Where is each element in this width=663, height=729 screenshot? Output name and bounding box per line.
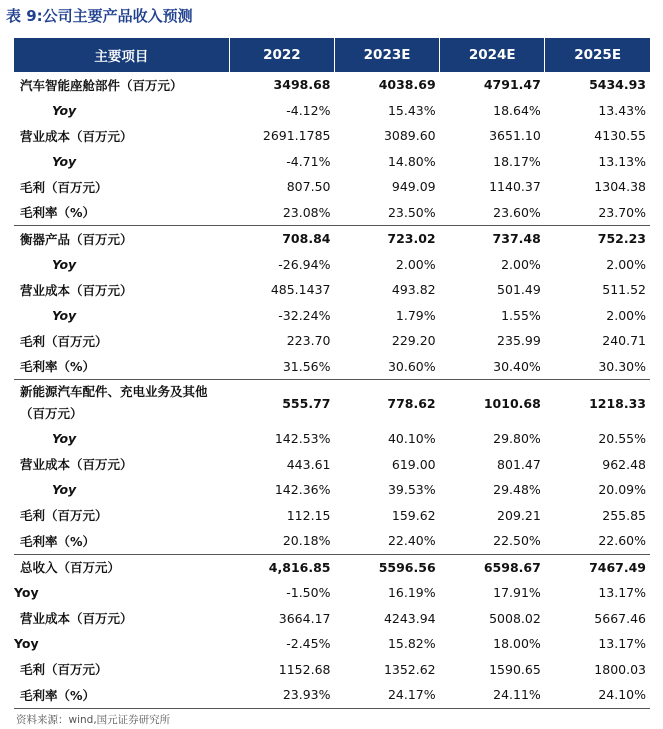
row-label: Yoy — [52, 482, 77, 498]
table-row — [14, 452, 650, 478]
row-label: Yoy — [52, 153, 77, 169]
cell-value: 20.09% — [598, 482, 646, 498]
cell-value: 5008.02 — [489, 610, 541, 626]
cell-value: 3498.68 — [273, 77, 331, 93]
table-row — [14, 682, 650, 708]
row-label: 衡器产品（百万元） — [14, 226, 229, 252]
cell-value: 752.23 — [545, 226, 650, 252]
row-label: 毛利（百万元） — [20, 662, 108, 678]
cell-value: 2.00% — [501, 256, 541, 272]
cell-value: 223.70 — [286, 333, 331, 349]
cell-value: 18.64% — [493, 102, 541, 118]
cell-value: 485.1437 — [270, 282, 331, 298]
cell-value: 13.17% — [598, 585, 646, 601]
cell-value: -4.71% — [286, 153, 331, 169]
table-row — [14, 98, 650, 124]
cell-value: 23.60% — [493, 204, 541, 220]
cell-value: 159.62 — [391, 507, 436, 523]
cell-value: 22.40% — [387, 533, 436, 549]
cell-value: 511.52 — [602, 282, 646, 298]
cell-value: 240.71 — [602, 333, 646, 349]
cell-value: 5667.46 — [594, 610, 646, 626]
cell-value: 24.11% — [440, 682, 545, 708]
cell-value: 5596.56 — [334, 554, 439, 580]
cell-value: 3651.10 — [489, 128, 541, 144]
cell-value: 24.17% — [334, 682, 439, 708]
row-label: Yoy — [14, 636, 39, 652]
cell-value: 22.60% — [598, 533, 646, 549]
cell-value: 29.80% — [493, 431, 541, 447]
table-row — [14, 354, 650, 380]
forecast-table — [14, 38, 650, 709]
table-row — [14, 631, 650, 657]
table-row — [14, 380, 650, 427]
cell-value: 949.09 — [391, 179, 436, 195]
row-label: 毛利率（%） — [20, 359, 96, 375]
cell-value: 31.56% — [282, 358, 331, 374]
cell-value: 1.55% — [501, 307, 541, 323]
row-label: 新能源汽车配件、充电业务及其他（百万元） — [14, 380, 229, 427]
table-row — [14, 426, 650, 452]
cell-value: 23.50% — [387, 204, 436, 220]
row-label: Yoy — [52, 256, 77, 272]
cell-value: 723.02 — [334, 226, 439, 252]
table-row — [14, 226, 650, 252]
header-2024e: 2024E — [440, 38, 545, 72]
row-label: 营业成本（百万元） — [20, 282, 133, 298]
row-label: Yoy — [14, 585, 39, 601]
cell-value: 15.43% — [387, 102, 436, 118]
cell-value: 30.40% — [493, 358, 541, 374]
cell-value: -26.94% — [278, 256, 331, 272]
cell-value: 4,816.85 — [229, 554, 334, 580]
cell-value: 20.18% — [282, 533, 331, 549]
table-row — [14, 606, 650, 632]
table-row — [14, 303, 650, 329]
cell-value: 30.60% — [387, 358, 436, 374]
row-label: 毛利（百万元） — [20, 333, 108, 349]
cell-value: 23.70% — [598, 204, 646, 220]
cell-value: 1010.68 — [440, 380, 545, 427]
row-label: Yoy — [52, 102, 77, 118]
cell-value: 443.61 — [286, 456, 331, 472]
cell-value: 17.91% — [493, 585, 541, 601]
header-2025e: 2025E — [545, 38, 650, 72]
cell-value: 501.49 — [497, 282, 541, 298]
cell-value: 1.79% — [395, 307, 436, 323]
cell-value: 13.43% — [598, 102, 646, 118]
cell-value: 2.00% — [606, 256, 646, 272]
row-label: 毛利率（%） — [14, 682, 229, 708]
row-label: 营业成本（百万元） — [20, 457, 133, 473]
cell-value: 3664.17 — [278, 610, 331, 626]
cell-value: 3089.60 — [383, 128, 436, 144]
cell-value: 20.55% — [598, 431, 646, 447]
table-row — [14, 580, 650, 606]
row-label: 毛利（百万元） — [20, 179, 108, 195]
cell-value: 4130.55 — [594, 128, 646, 144]
table-row — [14, 477, 650, 503]
cell-value: 23.08% — [282, 204, 331, 220]
cell-value: 1800.03 — [594, 661, 646, 677]
cell-value: 14.80% — [387, 153, 436, 169]
table-row — [14, 657, 650, 683]
cell-value: 2.00% — [395, 256, 436, 272]
table-row — [14, 72, 650, 98]
row-label: Yoy — [52, 307, 77, 323]
cell-value: 112.15 — [286, 507, 331, 523]
cell-value: 13.13% — [598, 153, 646, 169]
table-row — [14, 149, 650, 175]
row-label: 汽车智能座舱部件（百万元） — [20, 77, 183, 93]
header-2023e: 2023E — [334, 38, 439, 72]
cell-value: 40.10% — [387, 431, 436, 447]
table-row — [14, 123, 650, 149]
row-label: 毛利率（%） — [20, 205, 96, 221]
cell-value: 708.84 — [229, 226, 334, 252]
cell-value: 23.93% — [229, 682, 334, 708]
row-label: 总收入（百万元） — [14, 554, 229, 580]
row-label: 营业成本（百万元） — [20, 611, 133, 627]
table-row — [14, 554, 650, 580]
cell-value: 4038.69 — [378, 77, 436, 93]
cell-value: 30.30% — [598, 358, 646, 374]
row-label: 毛利率（%） — [20, 533, 96, 549]
row-label: 营业成本（百万元） — [20, 128, 133, 144]
table-row — [14, 503, 650, 529]
row-label: Yoy — [52, 431, 77, 447]
table-row — [14, 277, 650, 303]
cell-value: 255.85 — [602, 507, 646, 523]
cell-value: -2.45% — [286, 636, 331, 652]
table-row — [14, 328, 650, 354]
cell-value: 5434.93 — [589, 77, 646, 93]
cell-value: 555.77 — [229, 380, 334, 427]
cell-value: 1140.37 — [489, 179, 541, 195]
cell-value: 962.48 — [602, 456, 646, 472]
cell-value: 142.53% — [274, 431, 331, 447]
cell-value: 4243.94 — [383, 610, 436, 626]
cell-value: 7467.49 — [545, 554, 650, 580]
cell-value: 13.17% — [598, 636, 646, 652]
cell-value: 493.82 — [391, 282, 436, 298]
cell-value: 24.10% — [545, 682, 650, 708]
cell-value: 778.62 — [334, 380, 439, 427]
cell-value: 1590.65 — [489, 661, 541, 677]
cell-value: 1152.68 — [278, 661, 331, 677]
cell-value: -4.12% — [286, 102, 331, 118]
table-row — [14, 528, 650, 554]
cell-value: 18.00% — [493, 636, 541, 652]
cell-value: 39.53% — [387, 482, 436, 498]
cell-value: 1304.38 — [594, 179, 646, 195]
cell-value: 737.48 — [440, 226, 545, 252]
cell-value: 4791.47 — [483, 77, 541, 93]
cell-value: -32.24% — [278, 307, 331, 323]
header-item: 主要项目 — [14, 38, 229, 72]
cell-value: 15.82% — [387, 636, 436, 652]
cell-value: 1352.62 — [383, 661, 436, 677]
cell-value: 235.99 — [497, 333, 541, 349]
cell-value: 29.48% — [493, 482, 541, 498]
cell-value: 2.00% — [606, 307, 646, 323]
cell-value: 142.36% — [274, 482, 331, 498]
cell-value: 6598.67 — [440, 554, 545, 580]
cell-value: 22.50% — [493, 533, 541, 549]
header-2022: 2022 — [229, 38, 334, 72]
cell-value: 18.17% — [493, 153, 541, 169]
cell-value: 801.47 — [497, 456, 541, 472]
cell-value: 619.00 — [391, 456, 436, 472]
table-row — [14, 252, 650, 278]
row-label: 毛利（百万元） — [20, 508, 108, 524]
table-row — [14, 174, 650, 200]
cell-value: 1218.33 — [545, 380, 650, 427]
cell-value: 807.50 — [286, 179, 331, 195]
source-note: 资料来源：wind,国元证券研究所 — [16, 714, 171, 726]
table-row — [14, 200, 650, 226]
table-title: 表 9:公司主要产品收入预测 — [6, 7, 193, 25]
cell-value: -1.50% — [286, 585, 331, 601]
cell-value: 209.21 — [497, 507, 541, 523]
cell-value: 229.20 — [391, 333, 436, 349]
header-row — [14, 38, 650, 72]
cell-value: 16.19% — [387, 585, 436, 601]
cell-value: 2691.1785 — [262, 128, 331, 144]
